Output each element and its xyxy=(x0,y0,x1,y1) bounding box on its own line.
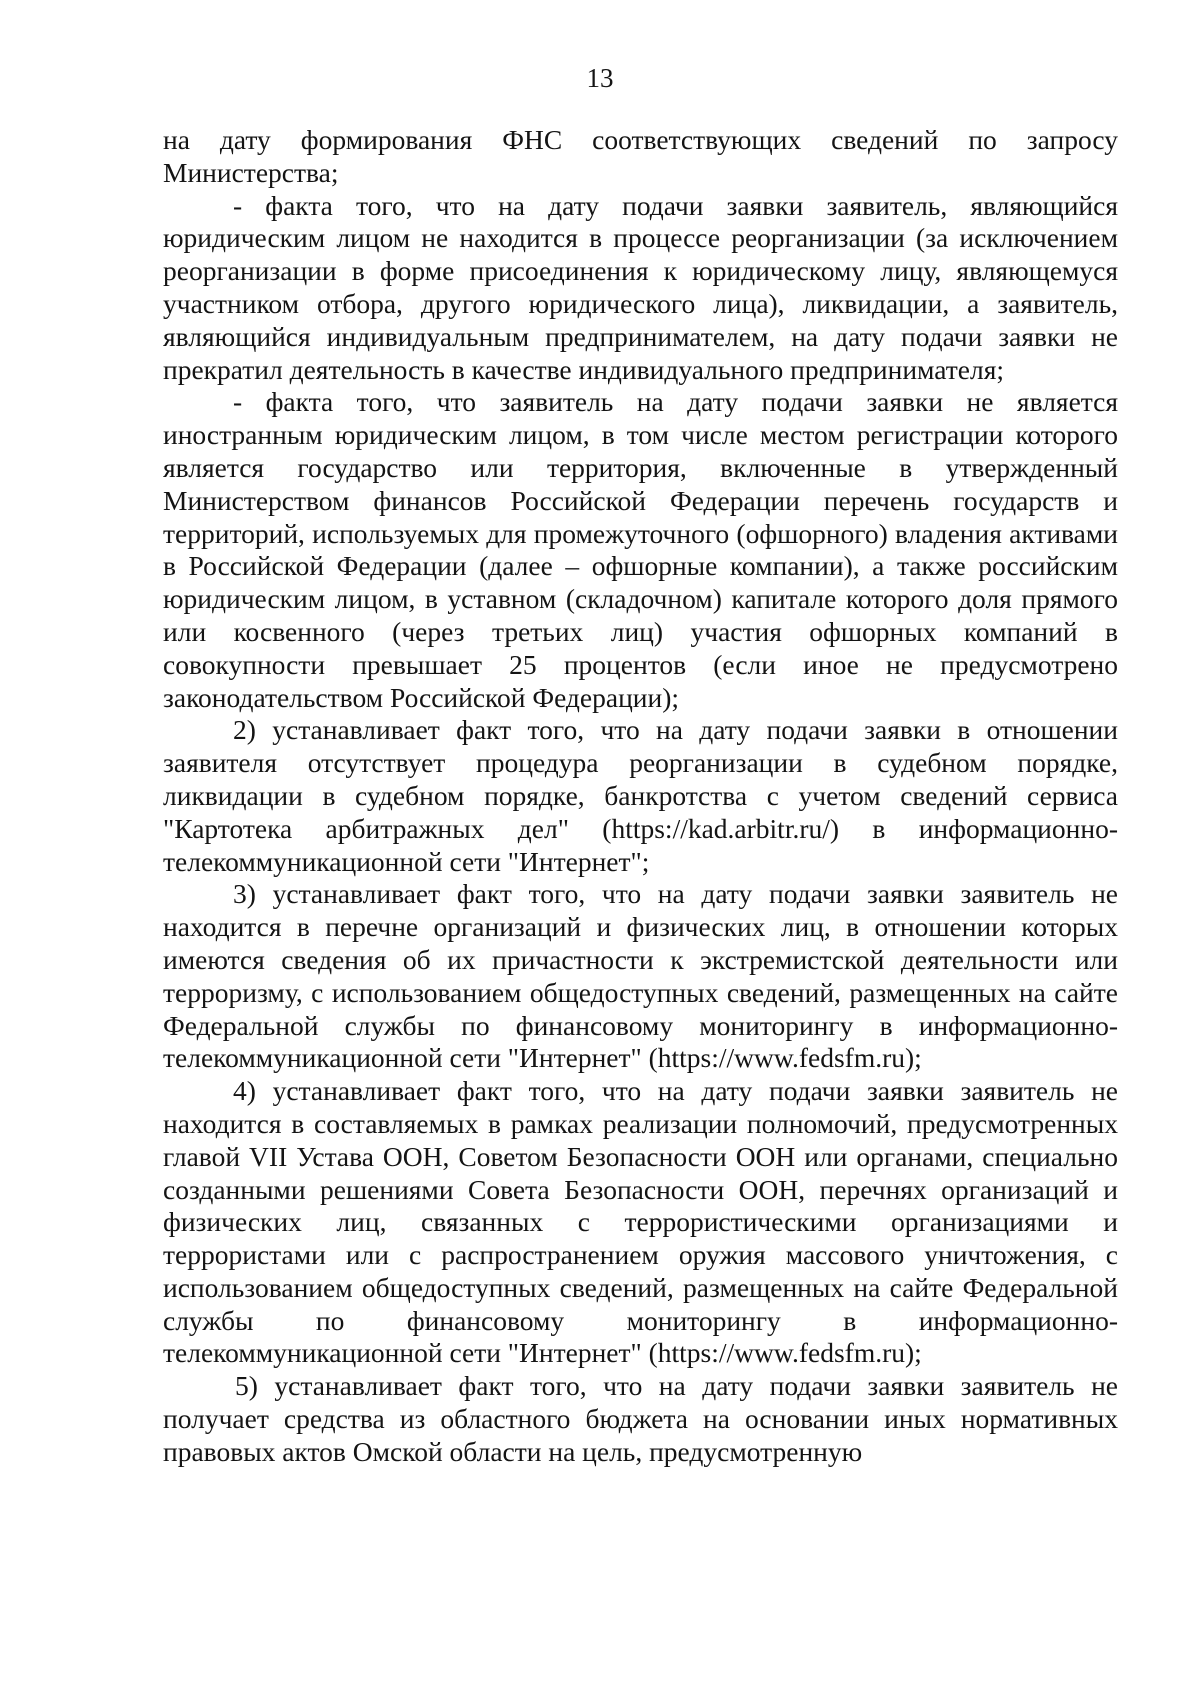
document-body xyxy=(163,124,1118,1469)
paragraph-item-5: 5) устанавливает факт того, что на дату подачи заявки заявитель не получает средства из областного бюджета на основании иных нормативных правовых актов Омской области на цель, предусмотренную xyxy=(163,1370,1118,1467)
paragraph-item-3: 3) устанавливает факт того, что на дату подачи заявки заявитель не находится в перечне организаций и физических лиц, в отношении которых имеются сведения об их причастности к экстремистской деятельности или терроризму, с использованием общедоступных сведений, размещенных на сайте Федеральной службы по финансовому мониторингу в информационно-телекоммуникационной сети "Интернет" (https://www.fedsfm.ru); xyxy=(163,878,1118,1074)
paragraph-item-2: 2) устанавливает факт того, что на дату подачи заявки в отношении заявителя отсутствует процедура реорганизации в судебном порядке, ликвидации в судебном порядке, банкротства с учетом сведений сервиса "Картотека арбитражных дел" (https://kad.arbitr.ru/) в информационно-телекоммуникационной сети "Интернет"; xyxy=(163,714,1118,877)
paragraph-reorganization-fact: - факта того, что на дату подачи заявки заявитель, являющийся юридическим лицом не находится в процессе реорганизации (за исключением реорганизации в форме присоединения к юридическому лицу, являющемуся участником отбора, другого юридического лица), ликвидации, а заявитель, являющийся индивидуальным предпринимателем, на дату подачи заявки не прекратил деятельность в качестве индивидуального предпринимателя; xyxy=(163,189,1118,385)
paragraph-item-4: 4) устанавливает факт того, что на дату подачи заявки заявитель не находится в составляемых в рамках реализации полномочий, предусмотренных главой VII Устава ООН, Советом Безопасности ООН или органами, специально созданными решениями Совета Безопасности ООН, перечнях организаций и физических лиц, связанных с террористическими организациями и террористами или с распространением оружия массового уничтожения, с использованием общедоступных сведений, размещенных на сайте Федеральной службы по финансовому мониторингу в информационно-телекоммуникационной сети "Интернет" (https://www.fedsfm.ru); xyxy=(163,1075,1118,1369)
paragraph-offshore-fact: - факта того, что заявитель на дату подачи заявки не является иностранным юридическим лицом, в том числе местом регистрации которого является государство или территория, включенные в утвержденный Министерством финансов Российской Федерации перечень государств и территорий, используемых для промежуточного (офшорного) владения активами в Российской Федерации (далее – офшорные компании), а также российским юридическим лицом, в уставном (складочном) капитале которого доля прямого или косвенного (через третьих лиц) участия офшорных компаний в совокупности превышает 25 процентов (если иное не предусмотрено законодательством Российской Федерации); xyxy=(163,386,1118,713)
page-number: 13 xyxy=(586,63,614,93)
paragraph-continuation: на дату формирования ФНС соответствующих сведений по запросу Министерства; xyxy=(163,124,1118,188)
